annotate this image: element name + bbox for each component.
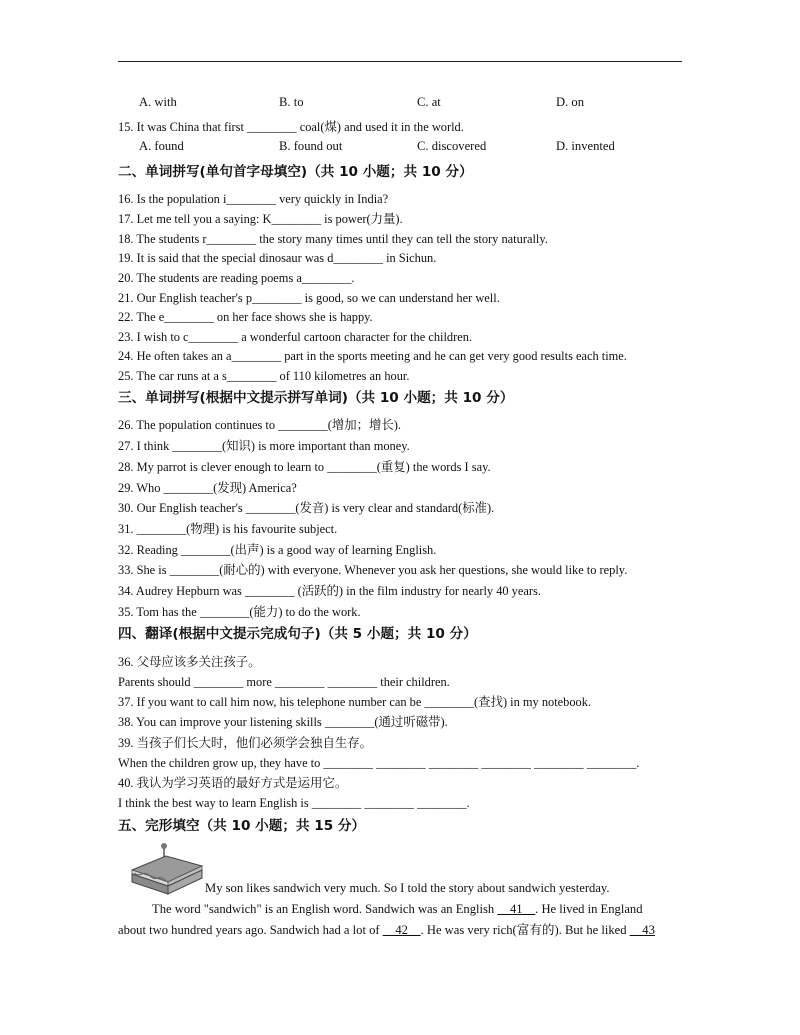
cloze-line-1-text-a: The word "sandwich" is an English word. Sandwich was an English — [152, 902, 498, 916]
question-34: 34. Audrey Hepburn was ________ (活跃的) in the film industry for nearly 40 years. — [118, 584, 541, 598]
cloze-line-2-text-a: about two hundred years ago. Sandwich had a lot of — [118, 923, 383, 937]
q15-option-d: D. invented — [556, 139, 615, 153]
q14-option-c: C. at — [417, 95, 441, 109]
question-20: 20. The students are reading poems a________. — [118, 271, 355, 285]
cloze-paragraph-line-2 — [118, 922, 682, 938]
section2-heading: 二、单词拼写(单句首字母填空)（共 10 小题；共 10 分） — [118, 164, 473, 180]
question-24: 24. He often takes an a________ part in the sports meeting and he can get very good results each time. — [118, 349, 627, 363]
section3-heading: 三、单词拼写(根据中文提示拼写单词)（共 10 小题；共 10 分） — [118, 390, 514, 406]
section5-heading: 五、完形填空（共 10 小题；共 15 分） — [118, 818, 366, 834]
q14-option-a: A. with — [139, 95, 177, 109]
question-22: 22. The e________ on her face shows she is happy. — [118, 310, 373, 324]
blank-42: __42__ — [382, 923, 421, 937]
top-rule — [118, 61, 682, 62]
blank-43: __43 — [629, 923, 655, 937]
question-36-sentence: Parents should ________ more ________ ________ their children. — [118, 675, 450, 689]
q15-option-a: A. found — [139, 139, 184, 153]
sandwich-image — [128, 842, 204, 896]
question-33: 33. She is ________(耐心的) with everyone. Whenever you ask her questions, she would like to reply. — [118, 563, 628, 577]
q15-option-c: C. discovered — [417, 139, 487, 153]
cloze-line-1-text-b: . He lived in England — [535, 902, 643, 916]
blank-41: __41__ — [497, 902, 536, 916]
question-30: 30. Our English teacher's ________(发音) is very clear and standard(标准). — [118, 501, 495, 515]
question-39-sentence: When the children grow up, they have to ________ ________ ________ ________ ________ ________. — [118, 756, 640, 770]
question-21: 21. Our English teacher's p________ is good, so we can understand her well. — [118, 291, 500, 305]
cloze-intro: My son likes sandwich very much. So I told the story about sandwich yesterday. — [205, 881, 610, 895]
question-29: 29. Who ________(发现) America? — [118, 481, 297, 495]
question-16: 16. Is the population i________ very quickly in India? — [118, 192, 389, 206]
cloze-paragraph-line-1 — [118, 901, 682, 917]
question-38: 38. You can improve your listening skills ________(通过听磁带). — [118, 715, 448, 729]
question-31: 31. ________(物理) is his favourite subject. — [118, 522, 338, 536]
question-37: 37. If you want to call him now, his telephone number can be ________(查找) in my notebook. — [118, 695, 592, 709]
question-25: 25. The car runs at a s________ of 110 kilometres an hour. — [118, 369, 410, 383]
question-28: 28. My parrot is clever enough to learn to ________(重复) the words I say. — [118, 460, 491, 474]
question-23: 23. I wish to c________ a wonderful cartoon character for the children. — [118, 330, 473, 344]
q15-option-b: B. found out — [279, 139, 343, 153]
cloze-line-2-text-b: . He was very rich(富有的). But he liked — [420, 923, 630, 937]
question-36-prompt: 36. 父母应该多关注孩子。 — [118, 655, 261, 669]
question-19: 19. It is said that the special dinosaur was d________ in Sichun. — [118, 251, 437, 265]
question-17: 17. Let me tell you a saying: K________ is power(力量). — [118, 212, 403, 226]
question-40-sentence: I think the best way to learn English is ________ ________ ________. — [118, 796, 470, 810]
q14-option-b: B. to — [279, 95, 304, 109]
q14-option-d: D. on — [556, 95, 584, 109]
question-26: 26. The population continues to ________(增加；增长). — [118, 418, 402, 432]
question-39-prompt: 39. 当孩子们长大时，他们必须学会独自生存。 — [118, 736, 373, 750]
question-32: 32. Reading ________(出声) is a good way of learning English. — [118, 543, 437, 557]
question-27: 27. I think ________(知识) is more important than money. — [118, 439, 410, 453]
question-35: 35. Tom has the ________(能力) to do the work. — [118, 605, 361, 619]
question-40-prompt: 40. 我认为学习英语的最好方式是运用它。 — [118, 776, 348, 790]
q15-question: 15. It was China that first ________ coal(煤) and used it in the world. — [118, 120, 464, 134]
section4-heading: 四、翻译(根据中文提示完成句子)（共 5 小题；共 10 分） — [118, 626, 477, 642]
question-18: 18. The students r________ the story many times until they can tell the story naturally. — [118, 232, 548, 246]
